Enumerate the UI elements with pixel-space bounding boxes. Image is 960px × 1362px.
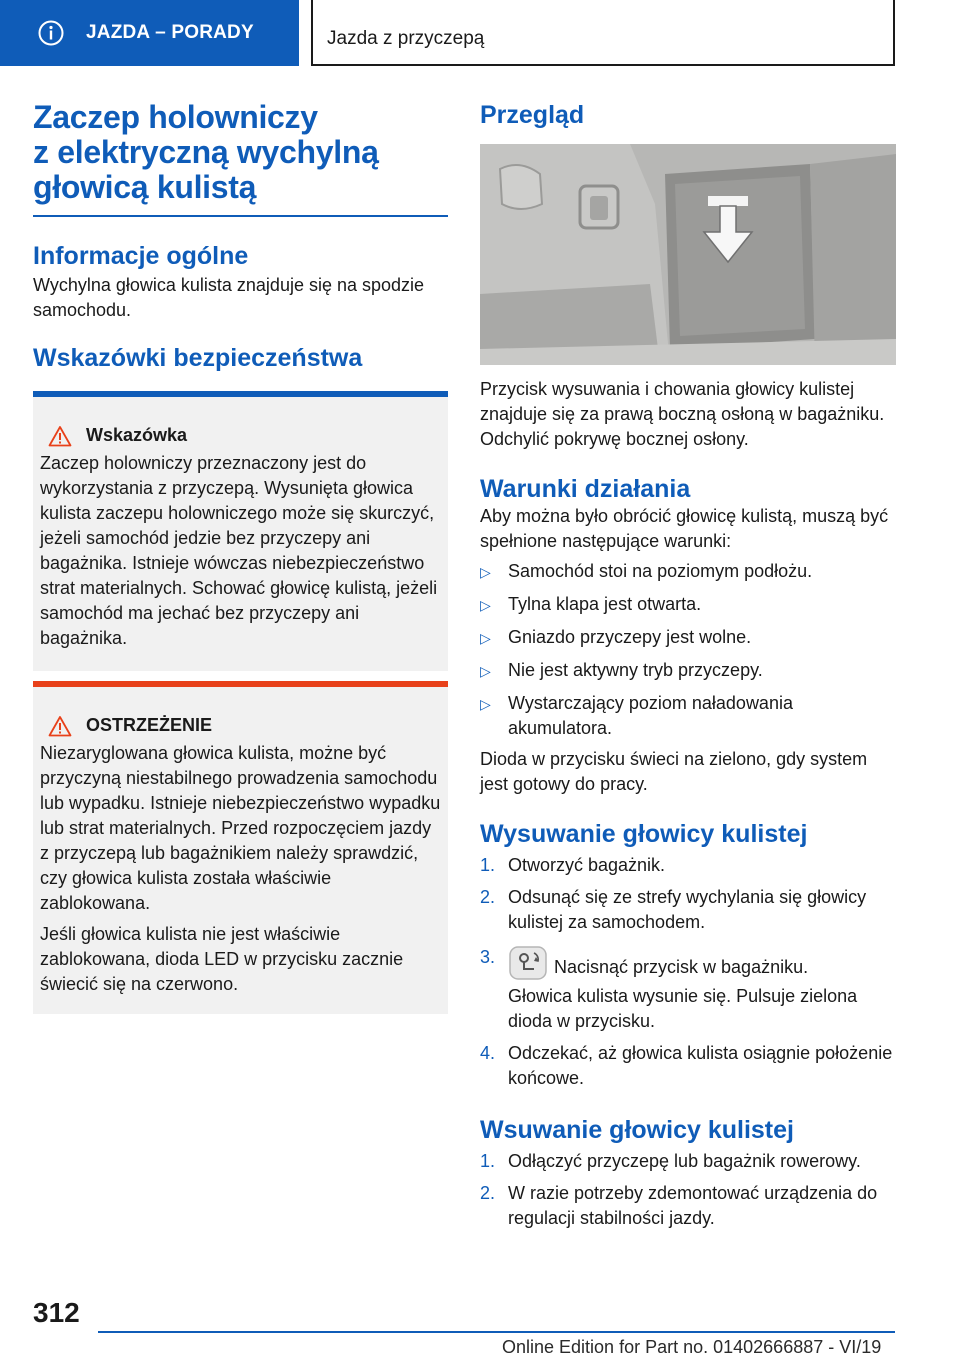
- diode-text: Dioda w przycisku świeci na zielono, gdy system jest gotowy do pracy.: [480, 749, 868, 794]
- step-number: 2.: [480, 887, 496, 907]
- bullet-triangle-icon: ▷: [480, 564, 491, 580]
- title-line: głowicą kulistą: [33, 169, 257, 205]
- footer-divider: [98, 1331, 895, 1333]
- title-divider: [33, 215, 448, 217]
- photo-caption: Przycisk wysuwania i chowania głowicy kulistej znajduje się za prawą boczną osłoną w bagażniku. Odchylić pokrywę bocznej osłony.: [480, 379, 885, 449]
- step-number: 2.: [480, 1183, 496, 1203]
- extend-heading: Wysuwanie głowicy kulistej: [480, 820, 808, 848]
- title-line: z elektryczną wychylną: [33, 134, 379, 170]
- list-item: ▷ Tylna klapa jest otwarta.: [480, 592, 896, 618]
- list-item: [480, 1041, 896, 1091]
- conditions-intro: Aby można było obrócić głowicę kulistą, muszą być spełnione następujące warunki:: [480, 506, 889, 551]
- edition-text: Online Edition for Part no. 01402666887 - VI/19: [502, 1337, 882, 1357]
- list-item: [480, 885, 896, 935]
- extend-steps: [480, 853, 896, 1091]
- retract-steps: [480, 1149, 896, 1231]
- warning-title-row: [48, 713, 442, 738]
- bullet-triangle-icon: ▷: [480, 630, 491, 646]
- section-tab: [0, 0, 299, 66]
- step-number: 1.: [480, 1151, 496, 1171]
- list-item: [480, 1181, 896, 1231]
- list-item: ▷ Wystarczający poziom naładowania akumulatora.: [480, 691, 896, 741]
- step-body: [508, 945, 896, 1034]
- bullet-triangle-icon: ▷: [480, 696, 491, 712]
- list-item: [480, 853, 896, 878]
- step-text: Odsunąć się ze strefy wychylania się głowicy kulistej za samochodem.: [508, 887, 867, 932]
- step-text: Odczekać, aż głowica kulista osiągnie położenie końcowe.: [508, 1043, 893, 1088]
- caution-notice: [33, 391, 448, 671]
- conditions-list: [480, 559, 896, 741]
- safety-heading: Wskazówki bezpieczeństwa: [33, 344, 363, 372]
- bullet-triangle-icon: ▷: [480, 663, 491, 679]
- list-item: [480, 945, 896, 1034]
- list-item: ▷ Samochód stoi na poziomym podłożu.: [480, 559, 896, 585]
- step-text: Otworzyć bagażnik.: [508, 855, 666, 875]
- caution-title-row: [48, 423, 442, 448]
- left-column: [33, 100, 448, 1014]
- trunk-side-panel-photo: [480, 144, 896, 365]
- chapter-header: [311, 0, 895, 66]
- step-number: 3.: [480, 947, 496, 967]
- warning-triangle-icon: [48, 715, 72, 737]
- step-number: 1.: [480, 855, 496, 875]
- list-item: ▷ Gniazdo przyczepy jest wolne.: [480, 625, 896, 651]
- bullet-triangle-icon: ▷: [480, 597, 491, 613]
- list-item: [480, 1149, 896, 1174]
- warning-text-led: Jeśli głowica kulista nie jest właściwie zablokowana, dioda LED w przycisku zacznie świecić się na czerwono.: [40, 924, 404, 994]
- info-text: Wychylna głowica kulista znajduje się na spodzie samochodu.: [33, 275, 425, 320]
- step-number: 4.: [480, 1043, 496, 1063]
- step-text: W razie potrzeby zdemontować urządzenia do regulacji stabilności jazdy.: [508, 1183, 878, 1228]
- section-title: JAZDA – PORADY: [86, 22, 254, 43]
- step-subtext: Głowica kulista wysunie się. Pulsuje zielona dioda w przycisku.: [508, 986, 858, 1031]
- page-number: 312: [33, 1297, 80, 1328]
- page-title: [33, 100, 448, 205]
- title-line: Zaczep holowniczy: [33, 99, 318, 135]
- info-icon: [38, 20, 64, 46]
- warning-notice: [33, 681, 448, 1014]
- right-column: [480, 100, 896, 1238]
- caution-triangle-icon: [48, 425, 72, 447]
- chapter-title: Jazda z przyczepą: [327, 28, 485, 49]
- retract-heading: Wsuwanie głowicy kulistej: [480, 1116, 794, 1144]
- warning-text: Niezaryglowana głowica kulista, możne być przyczyną niestabilnego prowadzenia samochodu lub wypadku. Istnieje niebezpieczeństwo wypadku lub strat materialnych. Przed rozpoczęciem jazdy z przyczepą lub bagażnikiem należy sprawdzić, czy głowica kulista została właściwie zablokowana.: [40, 743, 441, 913]
- overview-heading: Przegląd: [480, 101, 585, 129]
- trailer-hitch-button-icon: [508, 945, 548, 981]
- list-item: ▷ Nie jest aktywny tryb przyczepy.: [480, 658, 896, 684]
- step-text: Odłączyć przyczepę lub bagażnik rowerowy.: [508, 1151, 861, 1171]
- caution-title: Wskazówka: [86, 425, 188, 445]
- conditions-heading: Warunki działania: [480, 475, 691, 503]
- step-text: Nacisnąć przycisk w bagażniku.: [554, 957, 809, 977]
- caution-text: Zaczep holowniczy przeznaczony jest do wykorzystania z przyczepą. Wysunięta głowica kulista zaczepu holowniczego może się skurczyć, jeżeli samochód jedzie bez przyczepy ani bagażnika. Istnieje wówczas niebezpieczeństwo strat materialnych. Schować głowicę kulistą, jeżeli samochód ma jechać bez przyczepy ani bagażnika.: [40, 453, 438, 648]
- warning-title: OSTRZEŻENIE: [86, 715, 213, 735]
- info-heading: Informacje ogólne: [33, 242, 249, 270]
